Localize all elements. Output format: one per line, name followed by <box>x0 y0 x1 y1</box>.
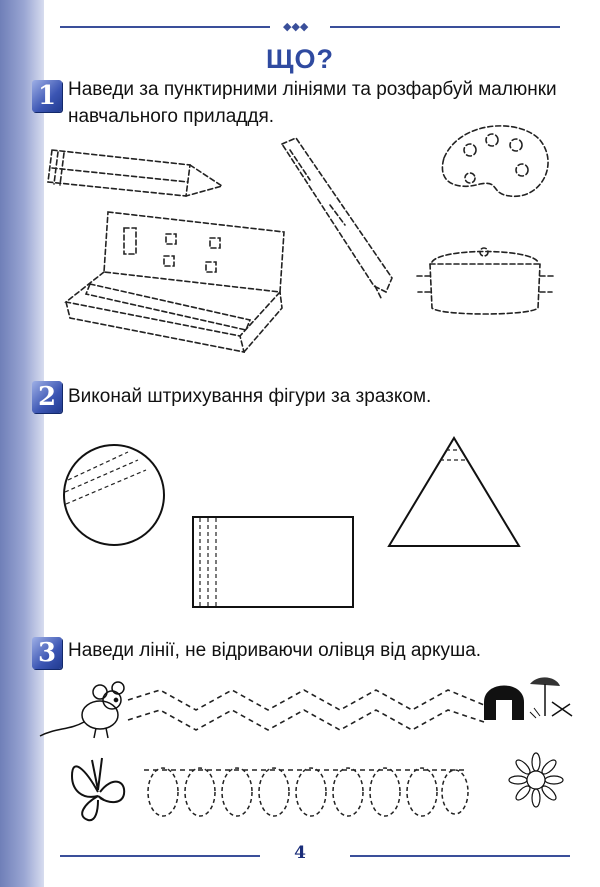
task-3-text: Наведи лінії, не відриваючи олівця від аркуша. <box>68 640 482 661</box>
circle-shape <box>64 445 164 545</box>
pen-drawing <box>282 138 392 300</box>
task-1-text: Наведи за пунктирними лініями та розфарбуй малюнки навчального приладдя. <box>68 79 557 127</box>
page-number: 4 <box>294 843 306 863</box>
task-1-badge: 1 <box>32 80 62 112</box>
flower-drawing <box>509 753 563 807</box>
task-2-text: Виконай штрихування фігури за зразком. <box>68 386 432 407</box>
butterfly-drawing <box>72 758 124 820</box>
mouse-hole-drawing <box>484 677 572 720</box>
pencil-case-drawing <box>66 212 284 352</box>
page-title: ЩО? <box>265 44 334 74</box>
bottom-rule-right <box>350 855 570 857</box>
rectangle-shape <box>193 517 353 607</box>
pencil-drawing <box>48 150 222 196</box>
task-2-badge: 2 <box>32 381 62 413</box>
task-3-badge: 3 <box>32 637 62 669</box>
triangle-shape <box>389 438 519 546</box>
palette-drawing <box>442 126 548 196</box>
mouse-drawing <box>40 682 124 738</box>
top-ornament: ◆◆◆ <box>283 21 309 33</box>
pot-drawing <box>416 248 554 314</box>
